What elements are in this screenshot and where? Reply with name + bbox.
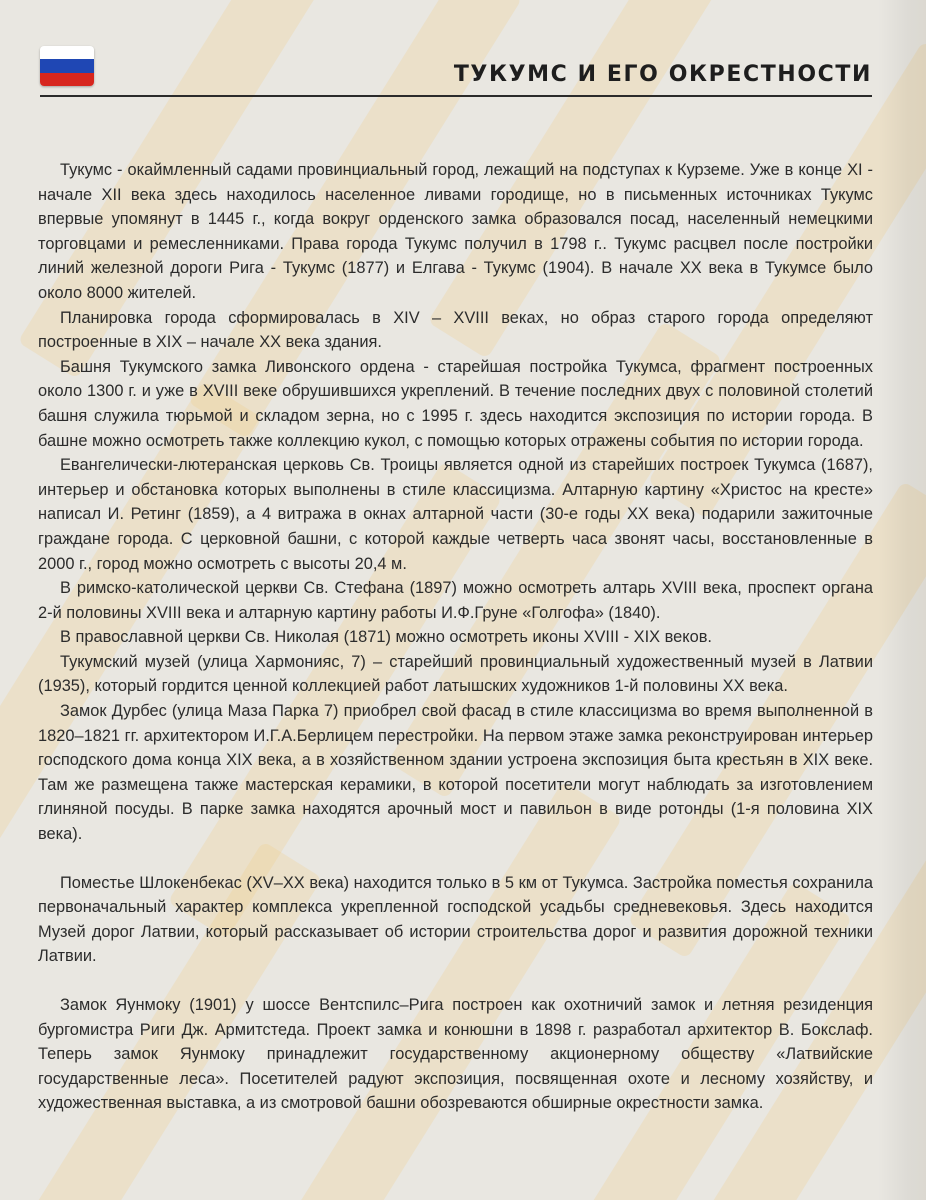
title-divider xyxy=(40,95,872,97)
flag-stripe-white xyxy=(40,46,94,59)
paragraph-stephen-church: В римско-католической церкви Св. Стефана (1897) можно осмотреть алтарь XVIII века, проспект органа 2-й половины XVIII века и алтарную картину работы И.Ф.Груне «Голгофа» (1840). xyxy=(38,579,873,622)
paragraph-museum: Тукумский музей (улица Хармонияс, 7) – старейший провинциальный художественный музей в Латвии (1935), который гордится ценной коллекцией работ латышских художников 1-й половины XX века. xyxy=(38,652,873,696)
flag-stripe-blue xyxy=(40,59,94,72)
paragraph-history: Тукумс - окаймленный садами провинциальный город, лежащий на подступах к Курземе. Уже в конце XI - начале XII века здесь находилось населенное ливами городище, но в письменных источниках Тукумс впервые упомянут в 1445 г., когда вокруг орденского замка образовался посад, населенный немецкими торговцами и ремесленниками. Права города Тукумс получил в 1798 г.. Тукумс расцвел после постройки линий железной дороги Рига - Тукумс (1877) и Елгава - Тукумс (1904). В начале XX века в Тукумсе было около 8000 жителей. xyxy=(38,161,873,302)
page-edge-shadow xyxy=(878,0,926,1200)
paragraph-trinity-church: Евангелически-лютеранская церковь Св. Троицы является одной из старейших построек Тукумса (1687), интерьер и обстановка которых выполнены в стиле классицизма. Алтарную картину «Христос на кресте» написал И. Ретинг (1859), а 4 витража в окнах алтарной части (30-е годы XX века) подарили зажиточные граждане города. С церковной башни, с которой каждые четверть часа звонят часы, восстановленные в 2000 г., город можно осмотреть с высоты 20,4 м. xyxy=(38,456,873,573)
flag-stripe-red xyxy=(40,73,94,86)
paragraph-slokenbeka-manor: Поместье Шлокенбекас (XV–XX века) находится только в 5 км от Тукумса. Застройка поместья сохранила первоначальный характер комплекса укрепленной господской усадьбы средневековья. Здесь находится Музей дорог Латвии, который рассказывает об истории строительства дорог и развития дорожной техники Латвии. xyxy=(38,873,873,966)
article-body xyxy=(38,158,873,1116)
paragraph-nicholas-church: В православной церкви Св. Николая (1871) можно осмотреть иконы XVIII - XIX веков. xyxy=(60,628,712,647)
paragraph-planning: Планировка города сформировалась в XIV – XVIII веках, но образ старого города определяют построенные в XIX – начале XX века здания. xyxy=(38,308,873,352)
page-title: ТУКУМС И ЕГО ОКРЕСТНОСТИ xyxy=(453,62,872,87)
paragraph-jaunmoku-castle: Замок Яунмоку (1901) у шоссе Вентспилс–Рига построен как охотничий замок и летняя резиденция бургомистра Риги Дж. Армитстеда. Проект замка и конюшни в 1898 г. разработал архитектор В. Бокслаф. Теперь замок Яунмоку принадлежит государственному акционерному обществу «Латвийские государственные леса». Посетителей радуют экспозиция, посвященная охоте и лесному хозяйству, и художественная выставка, а из смотровой башни обозреваются обширные окрестности замка. xyxy=(38,996,873,1113)
paragraph-castle-tower: Башня Тукумского замка Ливонского ордена - старейшая постройка Тукумса, фрагмент построенных около 1300 г. и уже в XVIII веке обрушившихся укреплений. В течение последних двух с половиной столетий башня служила тюрьмой и складом зерна, но с 1995 г. здесь находится экспозиция по истории города. В башне можно осмотреть также коллекцию кукол, с помощью которых отражены события по истории города. xyxy=(38,357,873,450)
russian-flag-icon xyxy=(40,46,94,86)
paragraph-durbe-castle: Замок Дурбес (улица Маза Парка 7) приобрел свой фасад в стиле классицизма во время выполненной в 1820–1821 гг. архитектором И.Г.А.Берлицем перестройки. На первом этаже замка реконструирован интерьер господского дома конца XIX века, а в хозяйственном здании устроена экспозиция быта крестьян в XIX веке. Там же размещена также мастерская керамики, в которой посетители могут наблюдать за изготовлением глиняной посуды. В парке замка находятся арочный мост и павильон в виде ротонды (1-я половина XIX века). xyxy=(38,702,873,844)
